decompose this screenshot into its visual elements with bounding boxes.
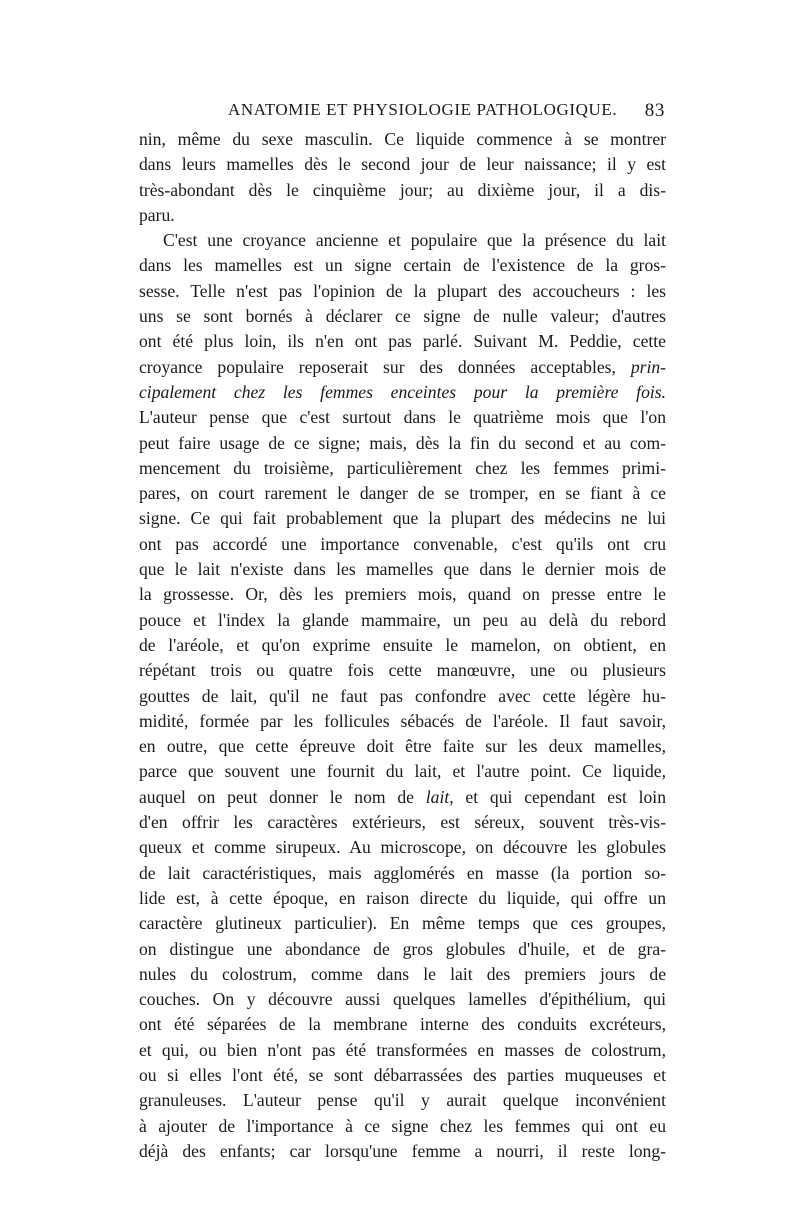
text-segment: et qui cependant est loin bbox=[453, 786, 666, 807]
text-line: gouttes de lait, qu'il ne faut pas confondre avec cette légère hu- bbox=[139, 685, 666, 706]
text-line: C'est une croyance ancienne et populaire que la présence du lait bbox=[163, 230, 666, 251]
text-line: queux et comme sirupeux. Au microscope, on découvre les globules bbox=[139, 837, 666, 858]
page-number: 83 bbox=[644, 100, 665, 121]
text-line: L'auteur pense que c'est surtout dans le quatrième mois que l'on bbox=[139, 407, 666, 428]
text-line: déjà des enfants; car lorsqu'une femme a nourri, il reste long- bbox=[139, 1140, 666, 1161]
text-line: ont pas accordé une importance convenable, c'est qu'ils ont cru bbox=[139, 533, 666, 554]
text-line: que le lait n'existe dans les mamelles que dans le dernier mois de bbox=[139, 559, 666, 580]
text-line: d'en offrir les caractères extérieurs, est séreux, souvent très-vis- bbox=[139, 812, 666, 833]
text-line-italic bbox=[139, 380, 666, 405]
text-line: dans les mamelles est un signe certain de l'existence de la gros- bbox=[139, 255, 666, 276]
text-line: midité, formée par les follicules sébacés de l'aréole. Il faut savoir, bbox=[139, 710, 666, 731]
text-line: pouce et l'index la glande mammaire, un peu au delà du rebord bbox=[139, 609, 666, 630]
text-line: et qui, ou bien n'ont pas été transformées en masses de colostrum, bbox=[139, 1039, 666, 1060]
running-head-title: ANATOMIE ET PHYSIOLOGIE PATHOLOGIQUE. bbox=[228, 100, 618, 119]
italic-segment: cipalement chez les femmes enceintes pour la première fois. bbox=[139, 381, 666, 402]
text-line-with-italic bbox=[139, 785, 666, 810]
text-line: de lait caractéristiques, mais agglomérés en masse (la portion so- bbox=[139, 862, 666, 883]
text-line: sesse. Telle n'est pas l'opinion de la plupart des accoucheurs : les bbox=[139, 280, 666, 301]
text-line: très-abondant dès le cinquième jour; au dixième jour, il a dis- bbox=[139, 179, 666, 200]
text-line: on distingue une abondance de gros globules d'huile, et de gra- bbox=[139, 938, 666, 959]
text-line: pares, on court rarement le danger de se tromper, en se fiant à ce bbox=[139, 483, 666, 504]
text-line: paru. bbox=[139, 204, 175, 225]
text-line: ou si elles l'ont été, se sont débarrassées des parties muqueuses et bbox=[139, 1064, 666, 1085]
text-line-with-italic bbox=[139, 355, 666, 380]
text-line: de l'aréole, et qu'on exprime ensuite le mamelon, on obtient, en bbox=[139, 634, 666, 655]
text-line: caractère glutineux particulier). En même temps que ces groupes, bbox=[139, 913, 666, 934]
text-line: peut faire usage de ce signe; mais, dès la fin du second et au com- bbox=[139, 432, 666, 453]
italic-segment: prin- bbox=[630, 356, 666, 377]
text-line: ont été plus loin, ils n'en ont pas parlé. Suivant M. Peddie, cette bbox=[139, 331, 666, 352]
text-line: la grossesse. Or, dès les premiers mois, quand on presse entre le bbox=[139, 584, 666, 605]
text-line: répétant trois ou quatre fois cette manœuvre, une ou plusieurs bbox=[139, 660, 666, 681]
italic-segment: lait, bbox=[425, 786, 454, 807]
text-line: dans leurs mamelles dès le second jour de leur naissance; il y est bbox=[139, 154, 666, 175]
body-text bbox=[139, 127, 666, 1164]
text-line: couches. On y découvre aussi quelques lamelles d'épithélium, qui bbox=[139, 989, 666, 1010]
text-line: ont été séparées de la membrane interne des conduits excréteurs, bbox=[139, 1014, 666, 1035]
text-line: nules du colostrum, comme dans le lait des premiers jours de bbox=[139, 963, 666, 984]
text-line: parce que souvent une fournit du lait, et l'autre point. Ce liquide, bbox=[139, 761, 666, 782]
text-line: nin, même du sexe masculin. Ce liquide commence à se montrer bbox=[139, 129, 666, 149]
running-head bbox=[140, 100, 665, 124]
text-line: en outre, que cette épreuve doit être faite sur les deux mamelles, bbox=[139, 736, 666, 757]
text-line: uns se sont bornés à déclarer ce signe de nulle valeur; d'autres bbox=[139, 306, 666, 327]
text-segment: auquel on peut donner le nom de bbox=[139, 786, 426, 807]
text-line: mencement du troisième, particulièrement chez les femmes primi- bbox=[139, 457, 666, 478]
text-line: lide est, à cette époque, en raison directe du liquide, qui offre un bbox=[139, 887, 666, 908]
text-line: à ajouter de l'importance à ce signe chez les femmes qui ont eu bbox=[139, 1115, 666, 1136]
text-segment: croyance populaire reposerait sur des données acceptables, bbox=[139, 356, 631, 377]
text-line: granuleuses. L'auteur pense qu'il y aurait quelque inconvénient bbox=[139, 1090, 666, 1111]
text-line: signe. Ce qui fait probablement que la plupart des médecins ne lui bbox=[139, 508, 666, 529]
